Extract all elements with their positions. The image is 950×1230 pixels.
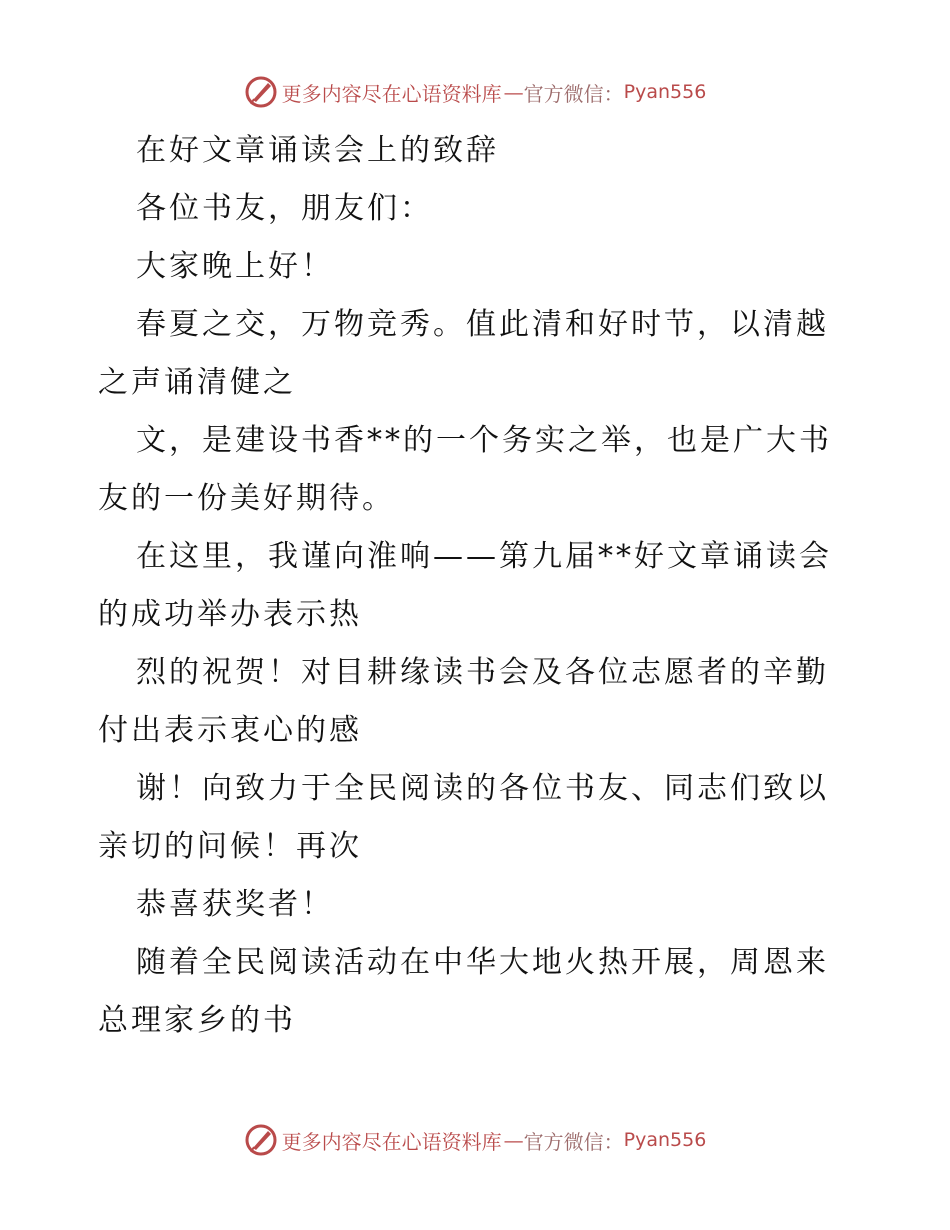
header-dash: —: [503, 80, 522, 104]
paragraph-line: 的成功举办表示热: [98, 597, 362, 632]
header-banner: [0, 72, 950, 112]
footer-brand: 更多内容尽在心语资料库: [281, 1129, 502, 1154]
paragraph-line: 春夏之交，万物竞秀。值此清和好时节，以清越: [136, 307, 829, 342]
paragraph-line: 随着全民阅读活动在中华大地火热开展，周恩来: [136, 945, 829, 980]
footer-banner: [0, 1120, 950, 1160]
paragraph-line: 各位书友，朋友们：: [136, 191, 433, 226]
paragraph-line: 谢！向致力于全民阅读的各位书友、同志们致以: [136, 771, 829, 806]
paragraph-line: 总理家乡的书: [98, 1003, 296, 1038]
header-brand: 更多内容尽在心语资料库: [281, 81, 502, 106]
quill-circle-icon: [244, 1123, 278, 1157]
header-wechat-id: Pyan556: [623, 81, 707, 103]
paragraph-line: 在这里，我谨向淮响——第九届**好文章诵读会: [136, 539, 832, 574]
footer-dash: —: [503, 1128, 522, 1152]
paragraph-line: 恭喜获奖者！: [136, 887, 334, 922]
paragraph-line: 友的一份美好期待。: [98, 481, 395, 516]
paragraph-line: 烈的祝贺！对目耕缘读书会及各位志愿者的辛勤: [136, 655, 829, 690]
paragraph-line: 文，是建设书香**的一个务实之举，也是广大书: [136, 423, 832, 458]
paragraph-line: 亲切的问候！再次: [98, 829, 362, 864]
paragraph-line: 大家晚上好！: [136, 249, 334, 284]
quill-circle-icon: [244, 75, 278, 109]
footer-official-label: 官方微信：: [523, 1129, 624, 1154]
document-title: 在好文章诵读会上的致辞: [136, 133, 499, 168]
paragraph-line: 付出表示衷心的感: [98, 713, 362, 748]
paragraph-line: 之声诵清健之: [98, 365, 296, 400]
footer-wechat-id: Pyan556: [623, 1129, 707, 1151]
header-official-label: 官方微信：: [523, 81, 624, 106]
document-body: [98, 122, 858, 1050]
